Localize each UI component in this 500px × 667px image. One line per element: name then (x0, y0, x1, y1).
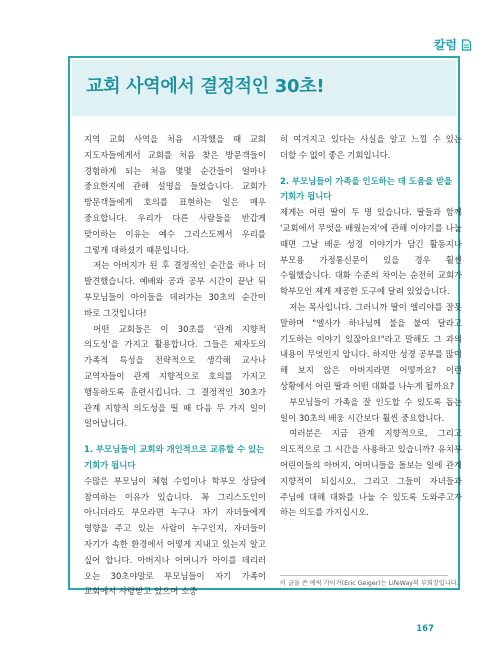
paragraph: 저는 목사입니다. 그러니까 딸이 엘리야를 잘못 말하며 "엘사가 하나님께 불을 붙여 달라고 기도하는 이야기 있잖아요!"라고 말해도 그 과의 내용이 무엇인지 압니다. 하지만 성경 공부를 많이 해 보지 않은 아버지라면 어떻까요? 이런 상황에서 어린 딸과 어떤 대화를 나누게 될까요? (280, 301, 462, 391)
column-label: 칼럼 (433, 38, 457, 52)
footnote-divider (280, 575, 448, 576)
section-heading: 1. 부모님들이 교회와 개인적으로 교류할 수 있는 기회가 됩니다 (84, 444, 265, 470)
page-number: 167 (416, 624, 434, 634)
paragraph: 수많은 부모님이 체험 수업이나 학부모 상담에 참여하는 이유가 있습니다. 꼭 그리스도인이 아니더라도 부모라면 누구나 자기 자녀들에게 영향을 주고 있는 사람이 누구인지, 자녀들이 자기가 속한 환경에서 어떻게 지내고 있는지 알고 싶어 합니다. 아버지나 어머니가 아이를 데리러 오는 30초야말로 부모님들이 자기 가족이 교회에서 사랑받고 있으며 소중 (84, 475, 266, 597)
author-footnote: 이 글을 쓴 에릭 가이거(Eric Geiger)는 LifeWay의 부회장입니다. (280, 580, 459, 587)
article-title: 교회 사역에서 결정적인 30초! (86, 76, 325, 97)
paragraph: 저는 아버지가 된 후 결정적인 순간을 하나 더 발견했습니다. 예배와 공과 공부 시간이 끝난 뒤 부모님들이 아이들을 데려가는 30초의 순간이 바로 그것입니다! (84, 260, 266, 318)
paragraph: 어떤 교회들은 이 30초를 '관계 지향적 의도성'을 가지고 활용합니다. 그들은 제자도의 가족적 특성을 전략적으로 생각해 교사나 교역자들이 관계 지향적으로 호의를 가지고 행동하도록 훈련시킵니다. 그 결정적인 30초가 관계 지향적 의도성을 띨 때 다음 두 가지 일이 일어납니다. (84, 323, 266, 429)
paragraph: 지역 교회 사역을 처음 시작했을 때 교회 지도자들에게서 교회를 처음 찾은 방문객들이 경험하게 되는 처음 몇몇 순간들이 얼마나 중요한지에 관해 설명을 들었습니다. 교회가 방문객들에게 호의를 표현하는 일은 매우 중요합니다. 우리가 다른 사람들을 반갑게 맞이하는 이유는 예수 그리스도께서 우리를 그렇게 대하셨기 때문입니다. (84, 134, 266, 255)
column-section-tab (434, 36, 472, 53)
left-column (84, 132, 266, 600)
right-column (280, 132, 462, 521)
paragraph: 제게는 어린 딸이 두 명 있습니다. 딸들과 함께 '교회에서 무엇을 배웠는지'에 관해 이야기를 나눌 때면 그날 배운 성경 이야기가 담긴 활동지나 부모용 가정통신문이 있을 경우 훨씬 수월했습니다. 대화 수준의 차이는 순전히 교회가 학부모인 제게 제공한 도구에 달려 있었습니다. (280, 207, 462, 297)
document-icon (461, 39, 472, 51)
section-heading: 2. 부모님들이 가족을 인도하는 데 도움을 받을 기회가 됩니다 (280, 175, 453, 202)
paragraph: 여러분은 지금 관계 지향적으로, 그리고 의도적으로 그 시간을 사용하고 있습니까? 유치부 어린이들의 아버지, 어머니들을 돌보는 일에 관계 지향적이 되십시오. 그리고 그들이 자녀들과 주님에 대해 대화를 나눌 수 있도록 도와주고자 하는 의도를 가지십시오. (280, 428, 462, 518)
paragraph: 부모님들이 가족을 잘 인도할 수 있도록 돕는 일이 30초의 배웅 시간보다 훨씬 중요합니다. (280, 396, 462, 423)
paragraph: 히 여겨지고 있다는 사실을 알고 느낄 수 있는 더할 수 없이 좋은 기회입니다. (280, 134, 462, 160)
